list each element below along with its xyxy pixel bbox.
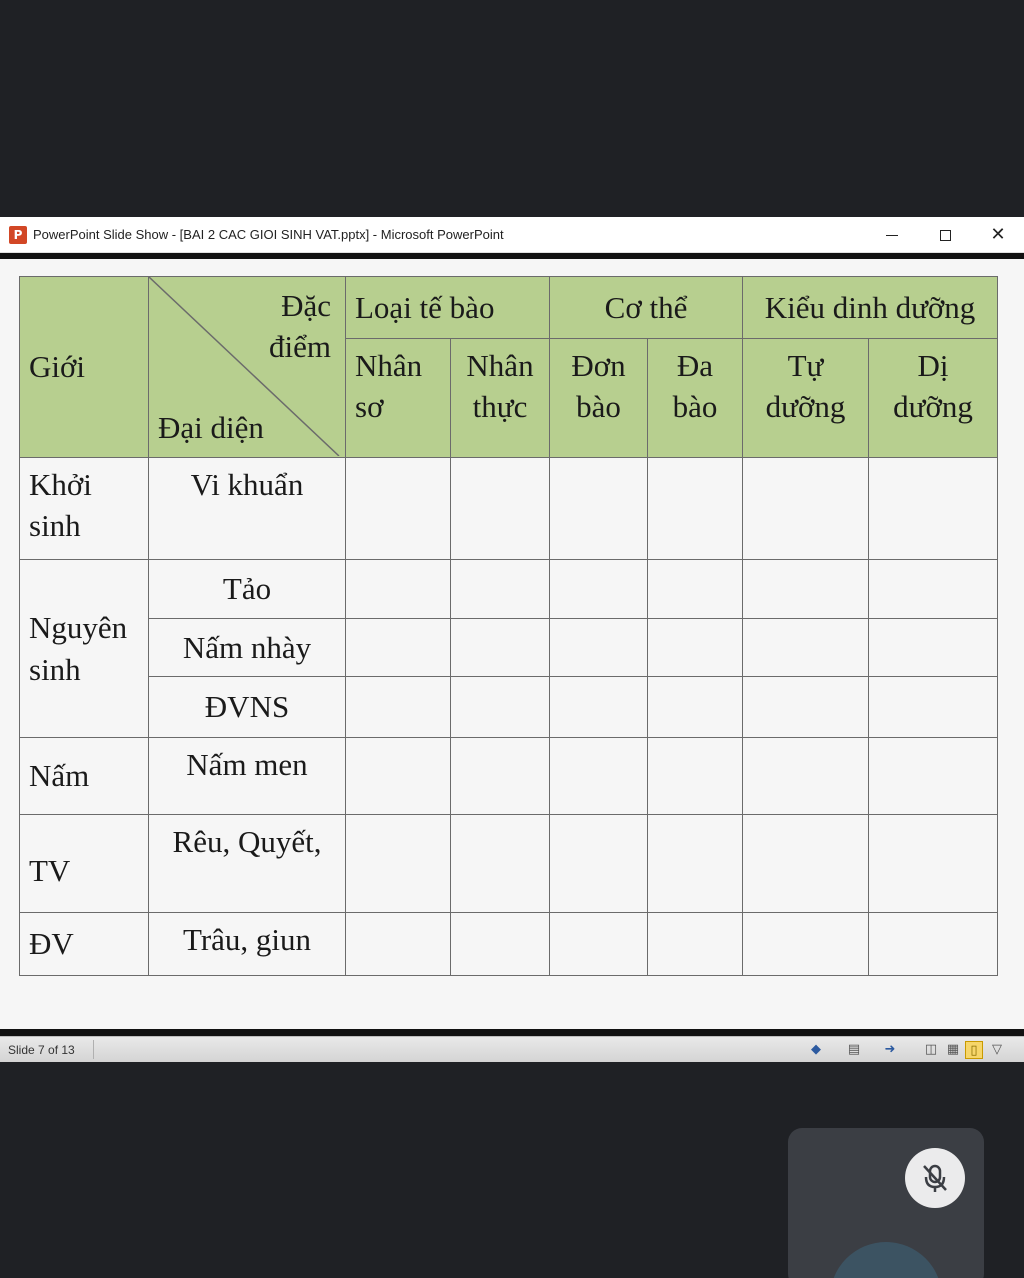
header-diagonal-cell xyxy=(149,277,346,458)
kingdom-dv: ĐV xyxy=(20,913,149,976)
rep-trau-giun: Trâu, giun xyxy=(149,913,346,976)
header-kieu-dinh-duong: Kiểu dinh dưỡng xyxy=(743,277,998,339)
avatar xyxy=(830,1242,942,1278)
table-cell xyxy=(346,738,451,815)
header-dai-dien: Đại diện xyxy=(158,409,264,445)
table-cell xyxy=(451,677,550,738)
minimize-icon xyxy=(886,235,898,236)
slide-show-icon[interactable]: ▽ xyxy=(992,1042,1002,1057)
rep-dvns: ĐVNS xyxy=(149,677,346,738)
table-cell xyxy=(550,738,648,815)
table-cell xyxy=(346,815,451,913)
table-cell xyxy=(869,560,998,619)
normal-view-icon[interactable]: ◫ xyxy=(924,1042,938,1057)
table-cell xyxy=(869,815,998,913)
kingdom-nguyen-sinh: Nguyên sinh xyxy=(20,560,149,738)
table-cell xyxy=(346,458,451,560)
table-cell xyxy=(869,677,998,738)
table-cell xyxy=(550,677,648,738)
table-cell xyxy=(346,619,451,677)
header-nhan-thuc: Nhân thực xyxy=(451,339,550,458)
table-cell xyxy=(550,815,648,913)
table-cell xyxy=(743,815,869,913)
rep-nam-men: Nấm men xyxy=(149,738,346,815)
kingdoms-table xyxy=(19,276,998,976)
table-cell xyxy=(869,738,998,815)
table-cell xyxy=(743,913,869,976)
table-cell xyxy=(451,738,550,815)
table-cell xyxy=(346,913,451,976)
table-row xyxy=(20,560,998,619)
slide-menu-icon[interactable]: ▤ xyxy=(847,1042,861,1057)
table-cell xyxy=(869,619,998,677)
slide-bottom-letterbox xyxy=(0,1029,1024,1036)
table-cell xyxy=(550,560,648,619)
header-tu-duong: Tự dưỡng xyxy=(743,339,869,458)
title-bar xyxy=(0,217,1024,253)
table-cell xyxy=(451,815,550,913)
table-cell xyxy=(346,560,451,619)
table-row xyxy=(20,619,998,677)
table-cell xyxy=(648,458,743,560)
table-cell xyxy=(451,458,550,560)
rep-vi-khuan: Vi khuẩn xyxy=(149,458,346,560)
maximize-icon xyxy=(940,230,951,241)
table-row xyxy=(20,458,998,560)
status-divider xyxy=(93,1040,94,1059)
table-cell xyxy=(743,677,869,738)
table-cell xyxy=(346,677,451,738)
rep-nam-nhay: Nấm nhày xyxy=(149,619,346,677)
table-cell xyxy=(648,677,743,738)
kingdom-khoi-sinh: Khởi sinh xyxy=(20,458,149,560)
table-cell xyxy=(869,458,998,560)
table-cell xyxy=(550,458,648,560)
table-cell xyxy=(869,913,998,976)
rep-reu-quyet: Rêu, Quyết, xyxy=(149,815,346,913)
header-co-the: Cơ thể xyxy=(550,277,743,339)
participant-video-tile[interactable] xyxy=(788,1128,984,1278)
close-icon: ✕ xyxy=(990,224,1006,245)
table-cell xyxy=(648,913,743,976)
header-dac-diem: Đặc điểm xyxy=(269,288,331,365)
table-cell xyxy=(451,913,550,976)
header-don-bao: Đơn bào xyxy=(550,339,648,458)
kingdom-tv: TV xyxy=(20,815,149,913)
table-cell xyxy=(451,560,550,619)
header-da-bao: Đa bào xyxy=(648,339,743,458)
slide-sorter-icon[interactable]: ▦ xyxy=(946,1042,960,1057)
rep-tao: Tảo xyxy=(149,560,346,619)
slide-counter: Slide 7 of 13 xyxy=(8,1043,75,1057)
table-cell xyxy=(648,560,743,619)
reading-view-icon[interactable]: ▯ xyxy=(965,1041,983,1059)
table-row xyxy=(20,913,998,976)
table-cell xyxy=(743,458,869,560)
table-cell xyxy=(743,738,869,815)
slide-canvas[interactable] xyxy=(0,259,1024,1029)
table-cell xyxy=(451,619,550,677)
next-slide-icon[interactable]: ➜ xyxy=(884,1042,896,1057)
table-cell xyxy=(550,619,648,677)
previous-slide-icon[interactable]: ◆ xyxy=(811,1042,821,1057)
powerpoint-app-icon: P xyxy=(9,226,27,244)
kingdom-nam: Nấm xyxy=(20,738,149,815)
table-cell xyxy=(743,619,869,677)
table-cell xyxy=(648,619,743,677)
header-loai-te-bao: Loại tế bào xyxy=(346,277,550,339)
status-bar xyxy=(0,1036,1024,1062)
table-cell xyxy=(743,560,869,619)
table-cell xyxy=(550,913,648,976)
table-row xyxy=(20,677,998,738)
window-title: PowerPoint Slide Show - [BAI 2 CAC GIOI SINH VAT.pptx] - Microsoft PowerPoint xyxy=(33,227,504,242)
header-di-duong: Dị dưỡng xyxy=(869,339,998,458)
close-button[interactable] xyxy=(972,217,1024,253)
mute-button[interactable] xyxy=(905,1148,965,1208)
table-row xyxy=(20,738,998,815)
header-nhan-so: Nhân sơ xyxy=(346,339,451,458)
table-cell xyxy=(648,815,743,913)
table-row xyxy=(20,815,998,913)
microphone-muted-icon xyxy=(918,1161,952,1195)
header-gioi: Giới xyxy=(20,277,149,458)
powerpoint-window xyxy=(0,217,1024,1062)
minimize-button[interactable] xyxy=(866,217,918,253)
maximize-button[interactable] xyxy=(919,217,971,253)
table-cell xyxy=(648,738,743,815)
